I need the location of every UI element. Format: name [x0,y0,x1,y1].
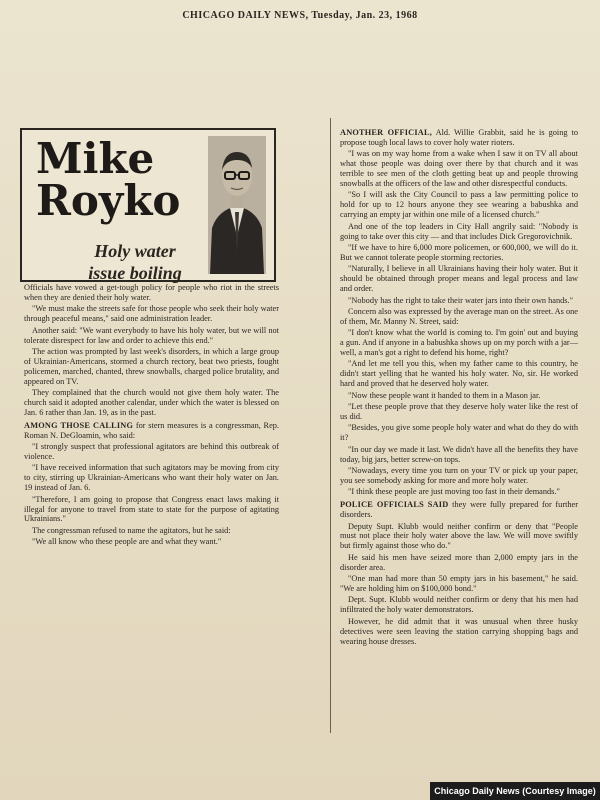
columnist-name [36,134,196,225]
right-column [340,128,578,648]
paragraph: "I think these people are just moving too fast in their demands." [348,487,560,497]
paragraph: "And let me tell you this, when my father came to this country, he didn't start yelling that he wanted his holy water. No, sir. He worked hard and proved that he deserved holy water. [340,359,578,389]
column-headline [70,240,200,284]
paragraph: The action was prompted by last week's disorders, in which a large group of Ukrainian-Americans, stormed a church rectory, beat two priests, fought policemen, marched, chanted, threw snowballs, charged police brutality, and appeared on TV. [24,346,279,386]
image-credit: Chicago Daily News (Courtesy Image) [430,782,600,800]
section-text: Ald. Willie Grabbit, said he is going to propose tough local laws to cover holy water rioters. [340,128,578,147]
section-heading: ANOTHER OFFICIAL, [340,128,433,137]
paragraph: Another said: "We want everybody to have his holy water, but we will not tolerate disrespect for law and order to achieve this end." [24,325,279,345]
paragraph: "Now these people want it handed to them in a Mason jar. [348,390,541,400]
paragraph: "Therefore, I am going to propose that Congress enact laws making it illegal for anyone to travel from state to state for the purpose of agitating Ukrainians." [24,494,279,524]
columnist-first-name: Mike [36,134,155,183]
paragraph: "Naturally, I believe in all Ukrainians having their holy water. But it should be obtained through proper means and legal process and law and order. [340,264,578,294]
paragraph: "I have received information that such agitators may be moving from city to city, stirring up Ukrainian-Americans who want their holy water on Jan. 19 instead of Jan. 6. [24,463,279,493]
paragraph: "Nowadays, every time you turn on your TV or pick up your paper, you see somebody asking for more and more holy water. [340,466,578,485]
paragraph: "Nobody has the right to take their water jars into their own hands." [348,295,573,305]
paragraph: Concern also was expressed by the average man on the street. As one of them, Mr. Manny N. Street, said: [340,306,578,326]
paragraph: "Besides, you give some people holy water and what do they do with it? [340,423,578,443]
section-heading: POLICE OFFICIALS SAID [340,500,449,510]
column-divider [330,118,331,733]
columnist-photo [208,136,266,274]
paragraph: Deputy Supt. Klubb would neither confirm or deny that "People must not place their holy water above the law. We will move swiftly but firmly against those who do." [340,521,578,551]
paragraph: "So I will ask the City Council to pass a law permitting police to hold for up to 12 hours anyone they see wearing a babushka and carrying an empty jar within one mile of a licensed church." [340,190,578,220]
paragraph: "We all know who these people are and what they want." [32,537,222,547]
left-column [24,283,279,549]
paragraph: "We must make the streets safe for those people who seek their holy water through peaceful means," said one administration leader. [24,304,279,324]
paragraph: "I strongly suspect that professional agitators are behind this outbreak of violence. [24,442,279,461]
paragraph: Dept. Supt. Klubb would neither confirm or deny that his men had infiltrated the holy water demonstrators. [340,595,578,615]
section-text: for stern measures is a congressman, Rep. Roman N. DeGloamin, who said: [24,420,279,440]
section-heading: AMONG THOSE CALLING [24,420,134,430]
paragraph: Officials have vowed a get-tough policy for people who riot in the streets when they are denied their holy water. [24,283,279,302]
paragraph: They complained that the church would not give them holy water. The church said it adopted another calendar, under which the water is blessed on Jan. 6 rather than Jan. 19, as in the past. [24,388,279,417]
paragraph: "One man had more than 50 empty jars in his basement," he said. "We are holding him on $100,000 bond." [340,574,578,593]
headline-line-2: issue boiling [88,263,182,283]
masthead: CHICAGO DAILY NEWS, Tuesday, Jan. 23, 1968 [182,10,418,21]
column-header-box [20,128,276,282]
section-text: they were fully prepared for further disorders. [340,500,578,520]
section-paragraph [340,500,578,520]
paragraph: "I don't know what the world is coming to. I'm goin' out and buying a gun. And if anyone in a babushka shows up on my porch with a jar—well, a man's got a right to defend his home, right? [340,328,578,358]
paragraph: "I was on my way home from a wake when I saw it on TV all about what those people was doing over there by that church and it was terrible to see men of the cloth getting beat up and people throwing snowballs at the officers of the law and other disrespectful conducts. [340,149,578,189]
paragraph: "If we have to hire 6,000 more policemen, or 600,000, we will do it. But we cannot tolerate people storming rectories. [340,242,578,262]
paragraph: "In our day we made it last. We didn't have all the benefits they have today, big jars, better screw-on tops. [340,444,578,464]
section-paragraph [24,421,279,441]
paragraph: However, he did admit that it was unusual when three husky detectives were seen leaving the station carrying shopping bags and wearing house dresses. [340,616,578,646]
paragraph: He said his men have seized more than 2,000 empty jars in the disorder area. [340,552,578,572]
headline-line-1: Holy water [94,241,176,261]
paragraph: "Let these people prove that they deserve holy water like the rest of us did. [340,402,578,421]
paragraph: The congressman refused to name the agitators, but he said: [32,525,231,535]
columnist-last-name: Royko [36,176,181,225]
section-paragraph [340,128,578,148]
paragraph: And one of the top leaders in City Hall angrily said: "Nobody is going to take over this city — and that includes Dick Gregorovichnik. [340,221,578,241]
